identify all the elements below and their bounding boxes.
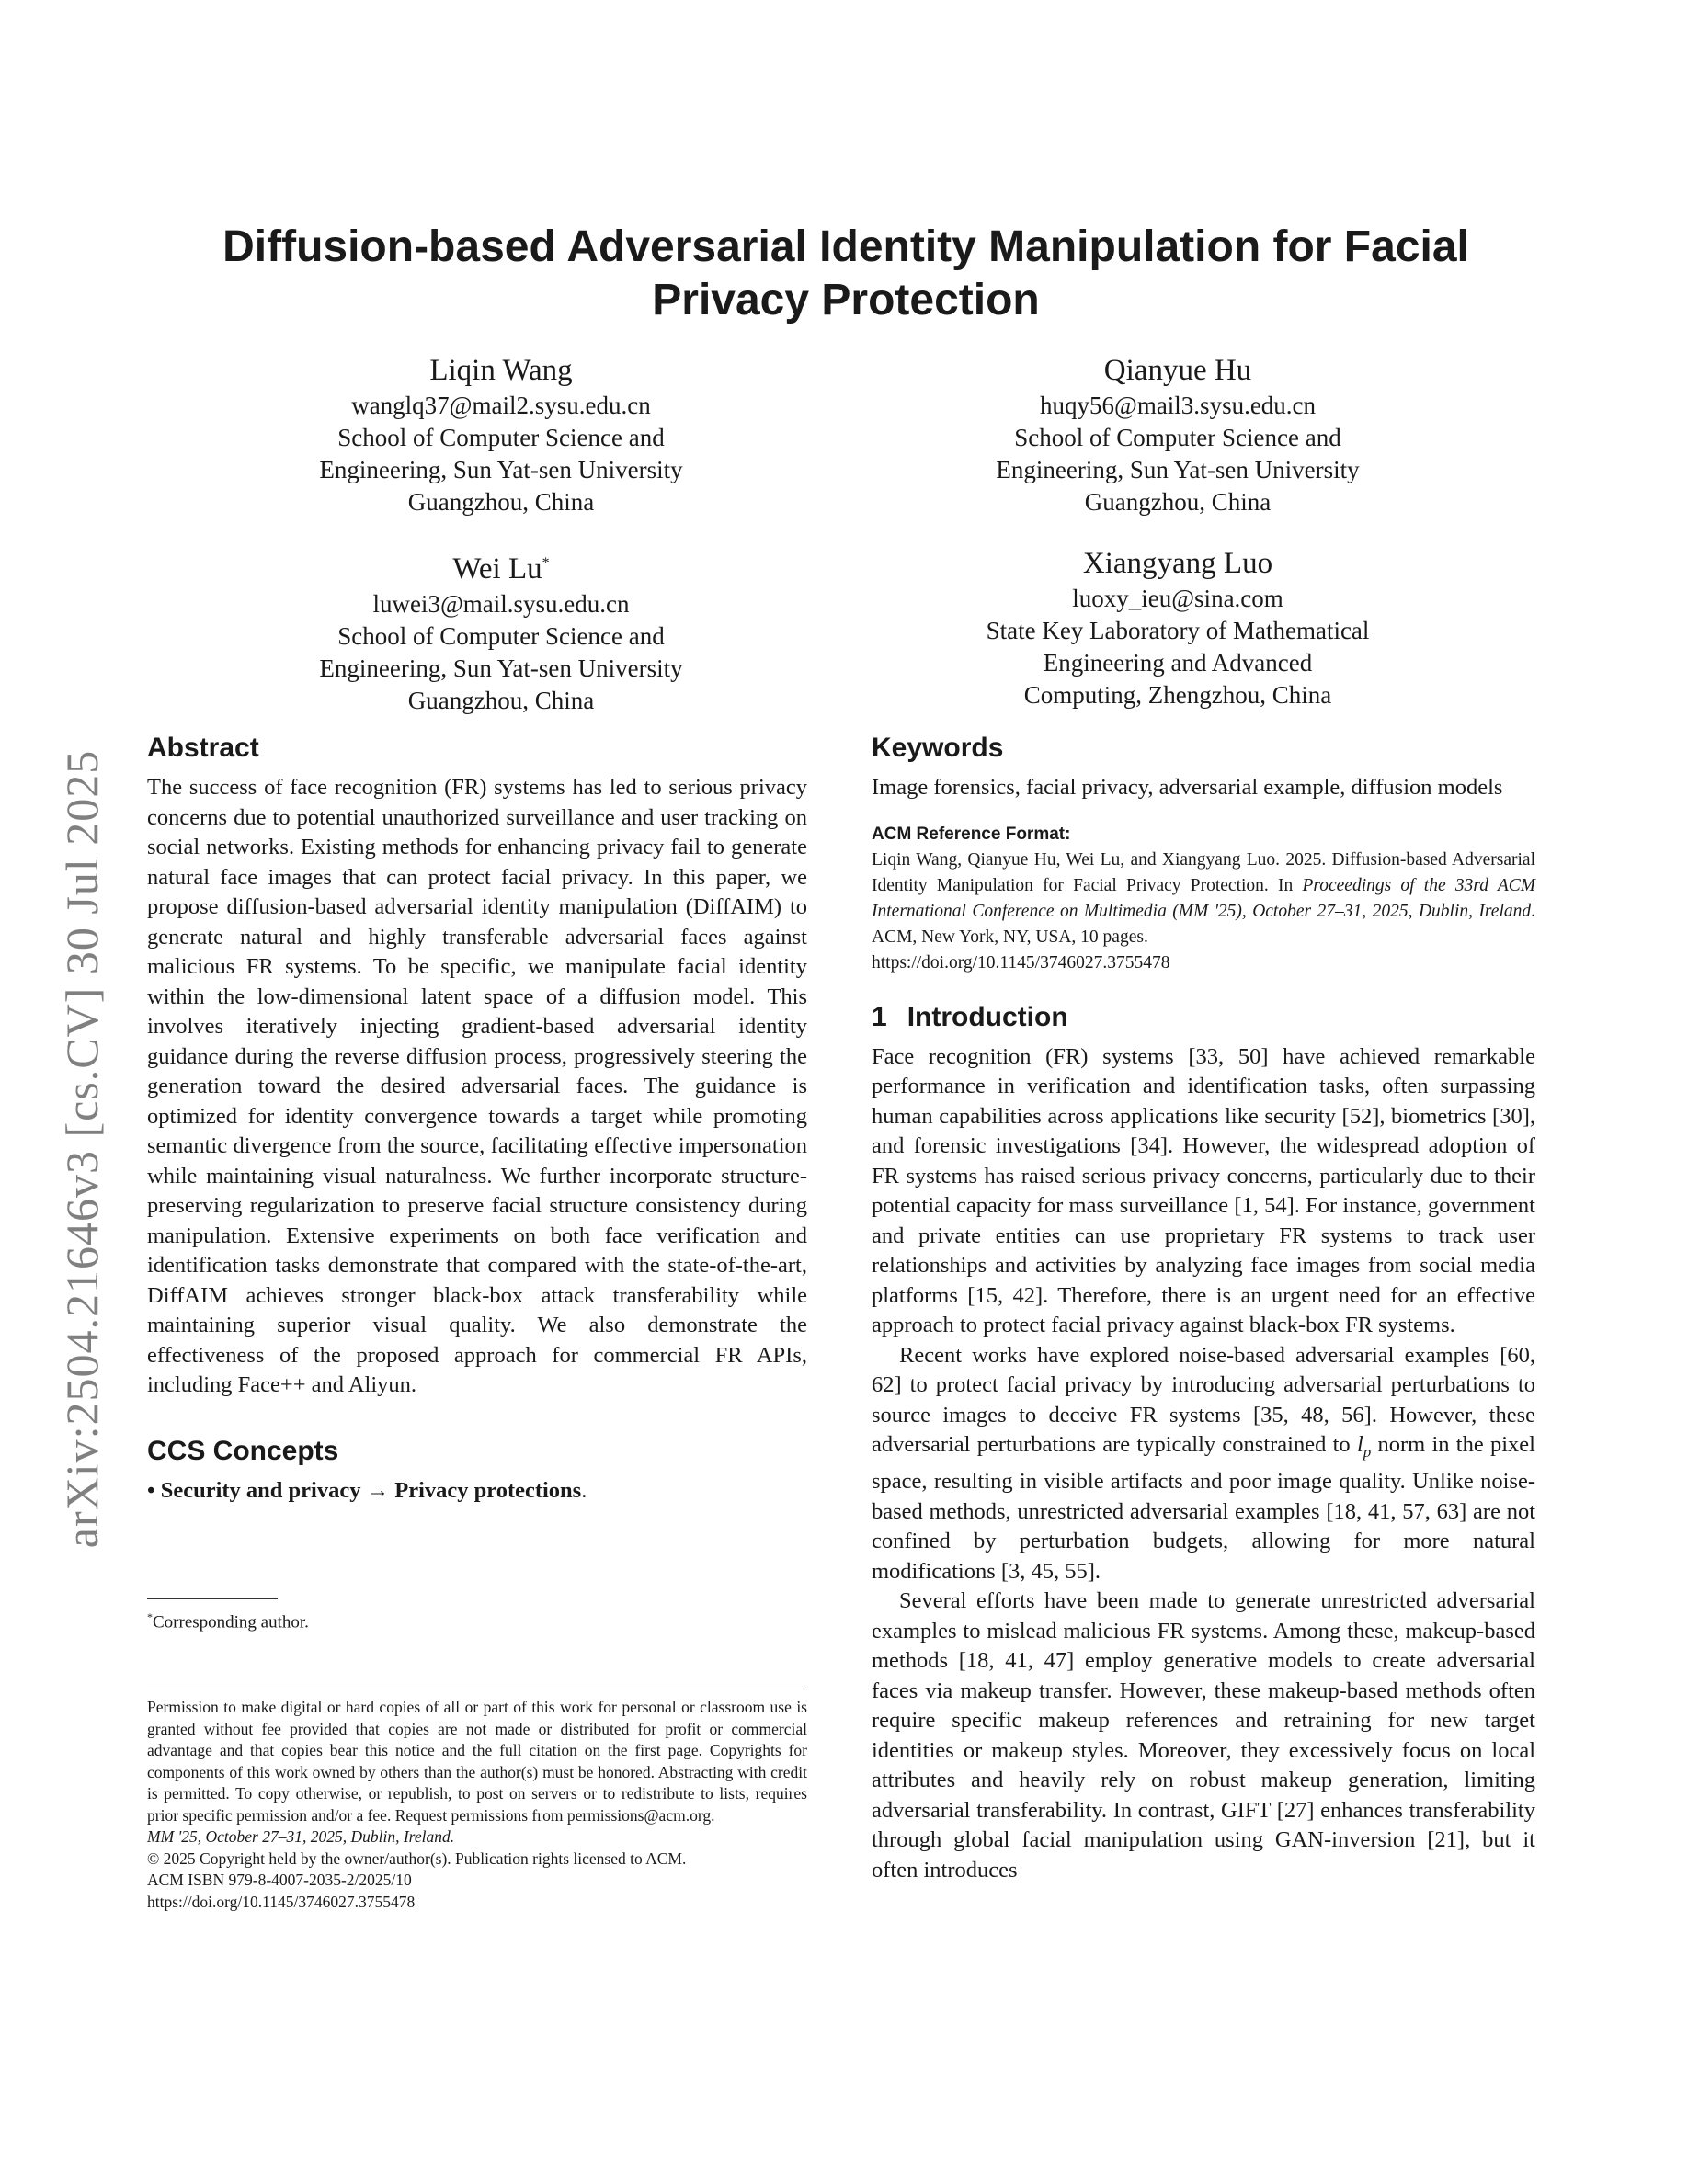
intro-paragraph-1: Face recognition (FR) systems [33, 50] have achieved remarkable performance in verification and identification tasks, often surpassing human capabilities across applications like security [52], biometrics [30], and forensic investigations [34]. However, the widespread adoption of FR systems has raised serious privacy concerns, particularly due to their potential capacity for mass surveillance [1, 54]. For instance, government and private entities can use proprietary FR systems to track user relationships and activities by analyzing face images from social media platforms [15, 42]. Therefore, there is an urgent need for an effective approach to protect facial privacy against black-box FR systems.: [872, 1043, 1535, 1337]
permission-text: Permission to make digital or hard copies of all or part of this work for personal or classroom use is granted without fee provided that copies are not made or distributed for profit or commercial advantage and that copies bear this notice and the full citation on the first page. Copyrights for components of this work owned by others than the author(s) must be honored. Abstracting with credit is permitted. To copy otherwise, or republish, to post on servers or to redistribute to lists, requires prior specific permission and/or a fee. Request permissions from permissions@acm.org.: [147, 1698, 807, 1825]
author-name-text: Wei Lu: [452, 552, 542, 586]
acm-ref-doi: https://doi.org/10.1145/3746027.3755478: [872, 952, 1170, 973]
ccs-item-a: Security and privacy: [160, 1477, 361, 1503]
author-affiliation: Engineering and Advanced: [1043, 649, 1313, 677]
author-affiliation: School of Computer Science and: [337, 622, 665, 650]
permission-venue: [147, 1826, 807, 1848]
author-affiliation: School of Computer Science and: [1014, 424, 1341, 451]
intro-heading: [872, 1000, 1535, 1035]
keywords-heading: Keywords: [872, 733, 1004, 763]
author-email: luoxy_ieu@sina.com: [1072, 585, 1283, 612]
intro-paragraph-3: Several efforts have been made to generate unrestricted adversarial examples to mislead malicious FR systems. Among these, makeup-based methods [18, 41, 47] employ generative models to create adversarial faces via makeup transfer. However, these makeup-based methods often require specific makeup references and retraining for new target identities or makeup styles. Moreover, they excessively focus on local attributes and heavily rely on robust makeup generation, limiting adversarial transferability. In contrast, GIFT [27] enhances transferability through global facial manipulation using GAN-inversion [21], but it often introduces: [872, 1588, 1535, 1883]
abstract-text: The success of face recognition (FR) systems has led to serious privacy concerns due to potential unauthorized surveillance and user tracking on social networks. Existing methods for enhancing privacy fail to generate natural face images that can protect facial privacy. In this paper, we propose diffusion-based adversarial identity manipulation (DiffAIM) to generate natural and highly transferable adversarial faces against malicious FR systems. To be specific, we manipulate facial identity within the low-dimensional latent space of a diffusion model. This involves iteratively injecting gradient-based adversarial identity guidance during the reverse diffusion process, progressively steering the generation toward the desired adversarial faces. The guidance is optimized for identity convergence towards a target while promoting semantic divergence from the source, facilitating effective impersonation while maintaining visual naturalness. We further incorporate structure-preserving regularization to preserve facial structure consistency during manipulation. Extensive experiments on both face verification and identification tasks demonstrate that compared with the state-of-the-art, DiffAIM achieves stronger black-box attack transferability while maintaining superior visual quality. We also demonstrate the effectiveness of the proposed approach for commercial FR APIs, including Face++ and Aliyun.: [147, 775, 807, 1397]
author-affiliation: State Key Laboratory of Mathematical: [986, 617, 1370, 644]
author-name: Xiangyang Luo: [1082, 547, 1273, 580]
lp-subscript: p: [1363, 1442, 1372, 1461]
footnote-rule: [147, 1598, 278, 1599]
author-affiliation: Guangzhou, China: [407, 488, 595, 516]
p2-text-a: Recent works have explored noise-based adversarial examples [60, 62] to protect facial privacy by introducing adversarial perturbations to source images to deceive FR systems [35, 48, 56]. However, these adversarial perturbations are typically constrained to: [872, 1342, 1535, 1457]
section-number: 1: [872, 1001, 887, 1032]
acm-ref-authors: Liqin Wang, Qianyue Hu, Wei Lu, and Xiangyang Luo. 2025. Diffusion-based Adversarial Identity Manipulation for Facial Privacy Protection. In: [872, 849, 1535, 895]
author-name: Liqin Wang: [429, 354, 573, 387]
author-affiliation: Engineering, Sun Yat-sen University: [996, 456, 1360, 483]
keywords-text: Image forensics, facial privacy, adversarial example, diffusion models: [872, 775, 1503, 800]
author-email: wanglq37@mail2.sysu.edu.cn: [351, 392, 651, 419]
acm-ref-rest: . ACM, New York, NY, USA, 10 pages.: [872, 901, 1535, 947]
lp-symbol: l: [1356, 1432, 1363, 1457]
permission-isbn: ACM ISBN 979-8-4007-2035-2/2025/10: [147, 1871, 412, 1889]
ccs-concepts: [147, 1476, 807, 1507]
author-email: huqy56@mail3.sysu.edu.cn: [1039, 392, 1317, 419]
ccs-heading: CCS Concepts: [147, 1435, 339, 1466]
acm-ref-proceedings: Proceedings of the 33rd ACM International Conference on Multimedia (MM '25), October 27–31, 2025, Dublin, Ireland: [872, 875, 1535, 921]
title-line-1: Diffusion-based Adversarial Identity Manipulation for Facial: [222, 222, 1469, 271]
author-block-1: [244, 351, 758, 518]
author-email: luwei3@mail.sysu.edu.cn: [372, 590, 630, 618]
author-affiliation: School of Computer Science and: [337, 424, 665, 451]
author-affiliation: Engineering, Sun Yat-sen University: [319, 456, 683, 483]
permission-block: [147, 1697, 807, 1913]
ccs-arrow: →: [366, 1477, 390, 1503]
arxiv-sidebar: arXiv:2504.21646v3 [cs.CV] 30 Jul 2025: [56, 749, 108, 1549]
abstract-heading: Abstract: [147, 733, 259, 763]
author-name: [244, 544, 758, 588]
acm-ref-text: [872, 847, 1535, 976]
author-block-3: [244, 544, 758, 717]
author-affiliation: Guangzhou, China: [1084, 488, 1272, 516]
corresponding-mark: *: [542, 555, 550, 571]
venue-text: MM '25, October 27–31, 2025, Dublin, Ireland.: [147, 1827, 455, 1846]
ccs-bullet: •: [147, 1477, 155, 1503]
permission-doi: https://doi.org/10.1145/3746027.3755478: [147, 1892, 416, 1911]
footnote: [147, 1606, 807, 1634]
footnote-text: Corresponding author.: [153, 1612, 309, 1632]
author-affiliation: Guangzhou, China: [407, 687, 595, 714]
title-line-2: Privacy Protection: [652, 276, 1040, 324]
footnote-mark: *: [147, 1610, 153, 1623]
section-title: Introduction: [907, 1001, 1068, 1032]
author-affiliation: Engineering, Sun Yat-sen University: [319, 654, 683, 682]
ccs-end: .: [581, 1477, 587, 1503]
intro-paragraph-2: [872, 1341, 1535, 1587]
ccs-item-b: Privacy protections: [394, 1477, 582, 1503]
author-name: Qianyue Hu: [1103, 354, 1252, 387]
author-block-2: [920, 351, 1435, 518]
left-column: [147, 731, 807, 1506]
acm-ref-heading: ACM Reference Format:: [872, 824, 1071, 844]
author-affiliation: Computing, Zhengzhou, China: [1023, 681, 1332, 709]
paper-title: [156, 221, 1535, 327]
author-block-4: [920, 544, 1435, 711]
right-column: [872, 731, 1535, 1885]
permission-copyright: © 2025 Copyright held by the owner/author(s). Publication rights licensed to ACM.: [147, 1848, 687, 1868]
p2-text-b: norm in the pixel space, resulting in visible artifacts and poor image quality. Unlike noise-based methods, unrestricted adversarial examples [18, 41, 57, 63] are not confined by perturbation budgets, allowing for more natural modifications [3, 45, 55].: [872, 1432, 1535, 1584]
